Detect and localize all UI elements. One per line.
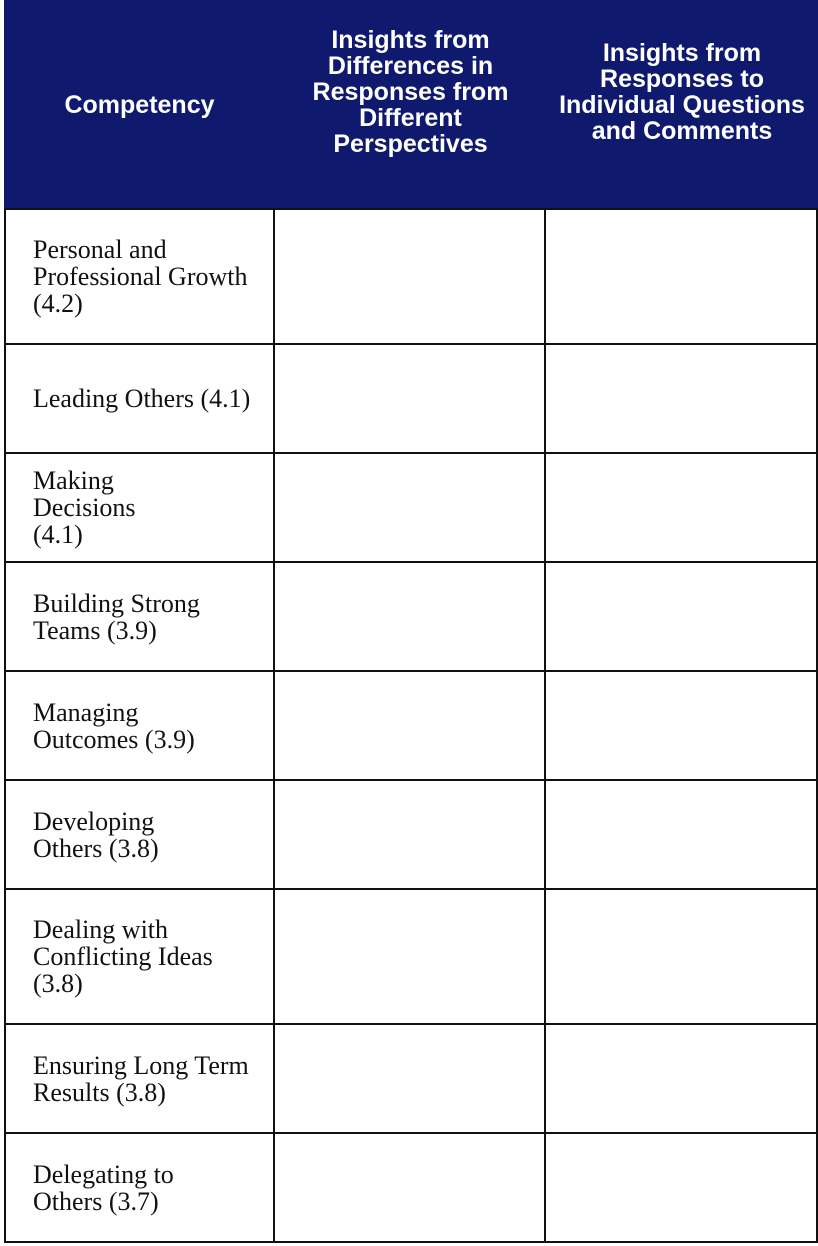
competency-cell xyxy=(4,343,275,454)
competency-label: Making Decisions (4.1) xyxy=(33,466,136,549)
perspectives-cell[interactable] xyxy=(275,1132,546,1243)
competency-label: Ensuring Long Term Results (3.8) xyxy=(33,1050,249,1107)
competency-label: Building Strong Teams (3.9) xyxy=(33,588,200,645)
perspectives-cell[interactable] xyxy=(275,779,546,890)
competency-cell xyxy=(4,1023,275,1134)
perspectives-cell[interactable] xyxy=(275,208,546,345)
table-row xyxy=(4,888,818,1025)
individual-cell[interactable] xyxy=(546,670,818,781)
competency-cell xyxy=(4,670,275,781)
individual-cell[interactable] xyxy=(546,343,818,454)
individual-cell[interactable] xyxy=(546,208,818,345)
table-row xyxy=(4,343,818,454)
competency-worksheet xyxy=(4,0,818,1246)
table-row xyxy=(4,670,818,781)
table-row xyxy=(4,452,818,563)
competency-cell xyxy=(4,208,275,345)
competency-label: Managing Outcomes (3.9) xyxy=(33,697,195,754)
perspectives-cell[interactable] xyxy=(275,452,546,563)
perspectives-cell[interactable] xyxy=(275,343,546,454)
individual-cell[interactable] xyxy=(546,561,818,672)
individual-cell[interactable] xyxy=(546,779,818,890)
perspectives-cell[interactable] xyxy=(275,888,546,1025)
competency-label: Delegating to Others (3.7) xyxy=(33,1159,174,1216)
header-perspectives: Insights from Differences in Responses from Different Perspectives xyxy=(312,26,509,158)
table-row xyxy=(4,1132,818,1243)
competency-label: Leading Others (4.1) xyxy=(33,384,251,413)
competency-cell xyxy=(4,888,275,1025)
individual-cell[interactable] xyxy=(546,1132,818,1243)
perspectives-cell[interactable] xyxy=(275,670,546,781)
perspectives-cell[interactable] xyxy=(275,1023,546,1134)
competency-label: Personal and Professional Growth (4.2) xyxy=(33,235,248,318)
table-row xyxy=(4,208,818,345)
competency-label: Dealing with Conflicting Ideas (3.8) xyxy=(33,915,213,998)
header-individual: Insights from Responses to Individual Questions and Comments xyxy=(559,39,805,145)
competency-cell xyxy=(4,452,275,563)
individual-cell[interactable] xyxy=(546,1023,818,1134)
table-header xyxy=(4,0,818,210)
perspectives-cell[interactable] xyxy=(275,561,546,672)
table-row xyxy=(4,779,818,890)
individual-cell[interactable] xyxy=(546,452,818,563)
header-competency: Competency xyxy=(64,91,215,119)
competency-cell xyxy=(4,1132,275,1243)
competency-label: Developing Others (3.8) xyxy=(33,806,159,863)
individual-cell[interactable] xyxy=(546,888,818,1025)
competency-cell xyxy=(4,561,275,672)
table-row xyxy=(4,1023,818,1134)
table-row xyxy=(4,561,818,672)
competency-cell xyxy=(4,779,275,890)
